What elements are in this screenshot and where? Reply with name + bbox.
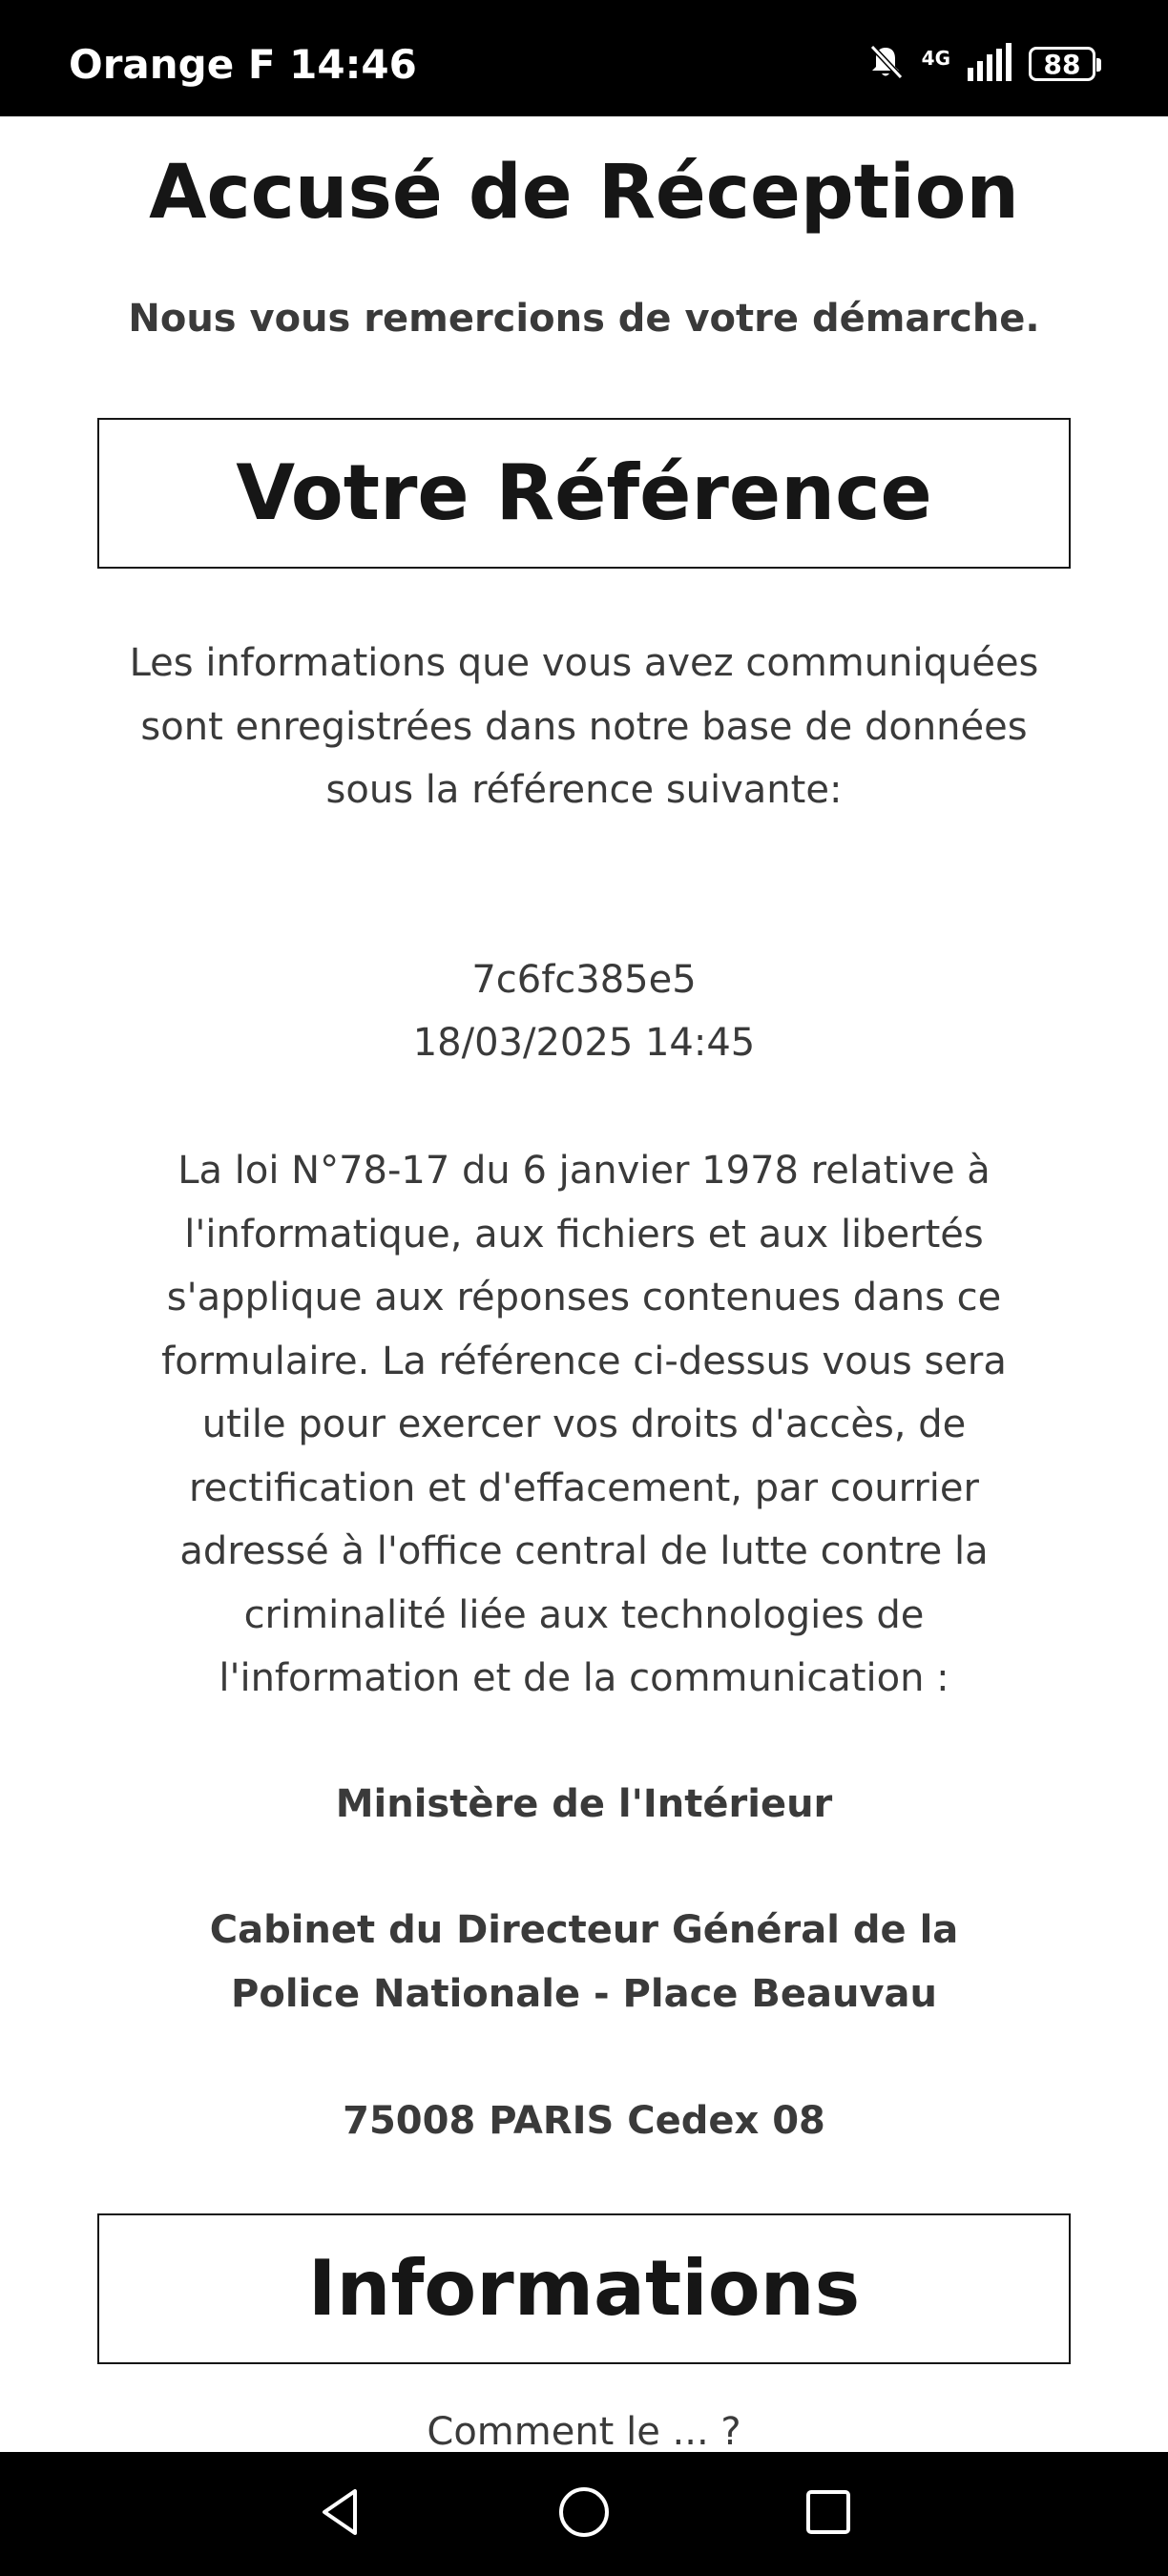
status-icons	[866, 42, 1095, 86]
clock: 14:46	[289, 41, 417, 88]
cabinet-address: Cabinet du Directeur Général de la Police Nationale - Place Beauvau	[209, 1908, 959, 2016]
carrier-name: Orange F	[69, 41, 276, 88]
postal-city: 75008 PARIS Cedex 08	[343, 2099, 825, 2143]
reference-heading: Votre Référence	[236, 448, 932, 537]
informations-heading: Informations	[307, 2244, 861, 2333]
recents-icon	[800, 2483, 857, 2545]
home-button[interactable]	[536, 2466, 632, 2562]
reference-heading-box	[97, 418, 1071, 569]
network-type: 4G	[921, 47, 950, 70]
page-title: Accusé de Réception	[149, 150, 1019, 236]
battery-icon	[1029, 47, 1095, 81]
recents-button[interactable]	[781, 2466, 876, 2562]
back-icon	[313, 2483, 370, 2545]
signal-icon	[968, 43, 1012, 85]
ministry-name: Ministère de l'Intérieur	[335, 1782, 833, 1826]
thanks-message: Nous vous remercions de votre démarche.	[128, 297, 1040, 341]
cutoff-question: Comment le ... ?	[427, 2410, 741, 2452]
informations-heading-box	[97, 2213, 1071, 2364]
page-content	[0, 116, 1168, 2452]
status-left	[69, 38, 417, 88]
reference-code: 7c6fc385e5	[471, 958, 697, 1002]
home-icon	[555, 2483, 613, 2545]
navigation-bar	[0, 2452, 1168, 2576]
back-button[interactable]	[294, 2466, 389, 2562]
status-bar	[0, 0, 1168, 116]
bell-off-icon	[866, 43, 905, 85]
reference-intro: Les informations que vous avez communiquées sont enregistrées dans notre base de données sous la référence suivante:	[129, 641, 1039, 812]
law-notice: La loi N°78-17 du 6 janvier 1978 relative à l'informatique, aux fichiers et aux libertés s'applique aux réponses contenues dans ce formulaire. La référence ci-dessus vous sera utile pour exercer vos droits d'accès, de rectification et d'effacement, par courrier adressé à l'office central de lutte contre la criminalité liée aux technologies de l'information et de la communication :	[161, 1149, 1007, 1700]
battery-level: 88	[1043, 48, 1081, 80]
reference-date: 18/03/2025 14:45	[412, 1021, 756, 1065]
